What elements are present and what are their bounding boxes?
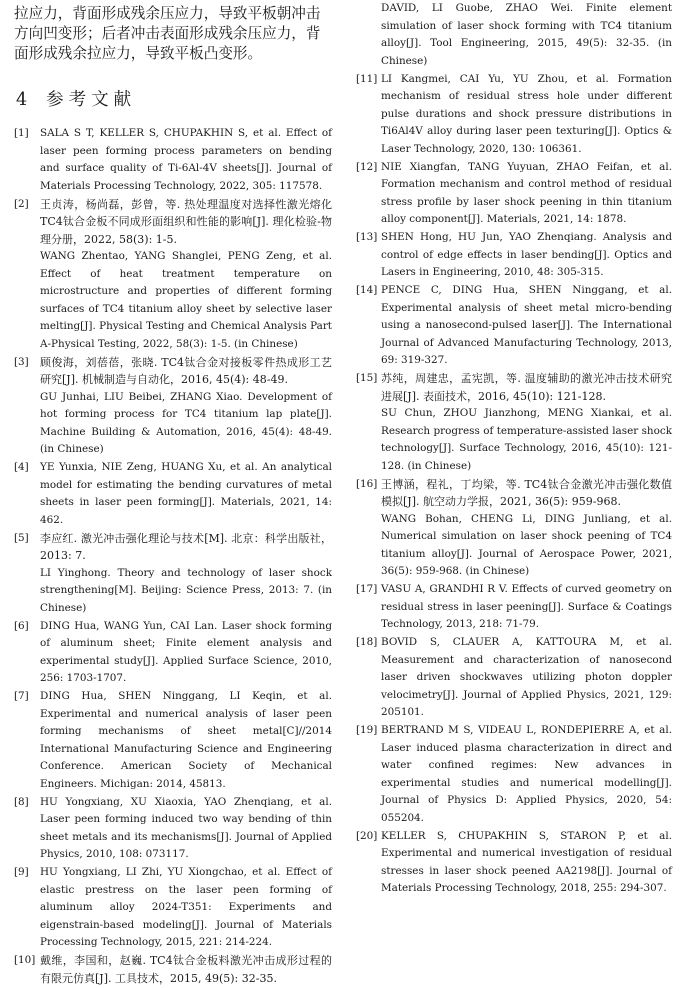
reference-item <box>14 688 332 793</box>
reference-text <box>40 952 332 987</box>
reference-number: [7] <box>14 690 29 702</box>
reference-item <box>14 125 332 195</box>
reference-line: VASU A, GRANDHI R V. Effects of curved geometry on residual stress in laser peening[J]. Surface & Coatings Technology, 2013, 218: 71-79. <box>381 583 672 630</box>
reference-number: [8] <box>14 795 29 808</box>
reference-text <box>40 864 332 952</box>
reference-text <box>40 618 332 688</box>
section-number: 4 <box>16 90 29 110</box>
reference-list-right <box>356 71 672 898</box>
reference-line: SHEN Hong, HU Jun, YAO Zhenqiang. Analysis and control of edge effects in laser bending[J]. Optics and Lasers in Engineering, 2010, 48: 305-315. <box>381 231 672 278</box>
reference-number: [6] <box>14 619 29 632</box>
reference-item <box>14 459 332 529</box>
reference-line: DING Hua, WANG Yun, CAI Lan. Laser shock forming of aluminum sheet; Finite element analysis and experimental study[J]. Applied Surface Science, 2010, 256: 1703-1707. <box>40 619 332 684</box>
reference-line: WANG Bohan, CHENG Li, DING Junliang, et al. Numerical simulation on laser shock peening of TC4 titanium alloy[J]. Journal of Aerospace Power, 2021, 36(5): 959-968. (in Chinese) <box>381 512 672 577</box>
reference-line: 苏纯，周建忠，孟宪凯，等. 温度辅助的激光冲击技术研究进展[J]. 表面技术，2016, 45(10): 121-128. <box>381 372 672 403</box>
reference-item <box>356 828 672 898</box>
reference-text <box>381 71 672 159</box>
reference-text <box>381 370 672 475</box>
reference-number: [5] <box>14 531 29 544</box>
reference-text <box>381 476 672 581</box>
reference-text <box>40 459 332 529</box>
reference-item <box>356 71 672 159</box>
reference-item <box>14 952 332 987</box>
intro-paragraph: 拉应力，背面形成残余压应力，导致平板朝冲击方向凹变形；后者冲击表面形成残余压应力，背面形成残余拉应力，导致平板凸变形。 <box>14 5 321 62</box>
left-column <box>14 0 332 988</box>
reference-line: YE Yunxia, NIE Zeng, HUANG Xu, et al. An analytical model for estimating the bending curvatures of metal sheets in laser peen forming[J]. Materials, 2021, 14: 462. <box>40 461 332 526</box>
reference-text <box>40 688 332 793</box>
reference-number: [16] <box>356 477 378 490</box>
reference-number: [12] <box>356 160 378 173</box>
reference-item <box>356 229 672 282</box>
reference-list-left <box>14 125 332 987</box>
reference-line: GU Junhai, LIU Beibei, ZHANG Xiao. Development of hot forming process for TC4 titanium lap plate[J]. Machine Building & Automation, 2016, 45(4): 48-49. (in Chinese) <box>40 390 332 455</box>
reference-line: NIE Xiangfan, TANG Yuyuan, ZHAO Feifan, et al. Formation mechanism and control method of residual stress profile by laser shock peening in thin titanium alloy component[J]. Materials, 2021, 14: 1878. <box>381 160 672 225</box>
reference-line: BERTRAND M S, VIDEAU L, RONDEPIERRE A, et al. Laser induced plasma characterization in direct and water confined regimes: New advances in experimental studies and numerical modelling[J]. Journal of Physics D: Applied Physics, 2020, 54: 055204. <box>381 724 672 824</box>
reference-line: HU Yongxiang, XU Xiaoxia, YAO Zhenqiang, et al. Laser peen forming induced two way bending of thin sheet metals and its mechanisms[J]. Journal of Applied Physics, 2010, 108: 073117. <box>40 795 332 860</box>
reference-item <box>14 196 332 354</box>
reference-text <box>381 282 672 370</box>
reference-number: [3] <box>14 355 29 368</box>
reference-number: [17] <box>356 583 378 595</box>
reference-line: 戴维，李国和，赵巍. TC4钛合金板料激光冲击成形过程的有限元仿真[J]. 工具技术，2015, 49(5): 32-35. <box>40 954 332 985</box>
reference-item <box>356 0 672 70</box>
reference-line: HU Yongxiang, LI Zhi, YU Xiongchao, et al. Effect of elastic prestress on the laser peen forming of aluminum alloy 2024-T351: Experiments and eigenstrain-based modeling[J]. Journal of Materials Processing Technology, 2015, 221: 214-224. <box>40 866 332 948</box>
reference-text <box>40 794 332 864</box>
reference-number: [20] <box>356 829 378 842</box>
reference-number: [9] <box>14 866 29 878</box>
reference-item <box>14 618 332 688</box>
reference-text <box>381 159 672 229</box>
reference-number: [15] <box>356 372 378 384</box>
reference-line: BOVID S, CLAUER A, KATTOURA M, et al. Measurement and characterization of nanosecond laser driven shockwaves utilizing photon doppler velocimetry[J]. Journal of Applied Physics, 2021, 129: 205101. <box>381 636 672 718</box>
reference-item <box>14 864 332 952</box>
reference-line: SALA S T, KELLER S, CHUPAKHIN S, et al. Effect of laser peen forming process parameters on bending and surface quality of Ti-6Al-4V sheets[J]. Journal of Materials Processing Technology, 2022, 305: 117578. <box>40 127 332 192</box>
reference-line: SU Chun, ZHOU Jianzhong, MENG Xiankai, et al. Research progress of temperature-assisted laser shock technology[J]. Surface Technology, 2016, 45(10): 121-128. (in Chinese) <box>381 407 672 472</box>
reference-number: [18] <box>356 636 378 648</box>
reference-item <box>14 354 332 459</box>
reference-number: [13] <box>356 231 378 243</box>
reference-line: 王博涵，程礼，丁均梁，等. TC4钛合金激光冲击强化数值模拟[J]. 航空动力学报，2021, 36(5): 959-968. <box>381 477 672 508</box>
reference-continuation: DAVID, LI Guobe, ZHAO Wei. Finite element simulation of laser shock forming with TC4 titanium alloy[J]. Tool Engineering, 2015, 49(5): 32-35. (in Chinese) <box>381 2 672 67</box>
reference-text <box>381 581 672 634</box>
reference-item <box>356 370 672 475</box>
reference-line: DING Hua, SHEN Ninggang, LI Keqin, et al. Experimental and numerical analysis of laser peen forming mechanisms of sheet metal[C]//2014 International Manufacturing Science and Engineering Conference. American Society of Mechanical Engineers. Michigan: 2014, 45813. <box>40 690 332 790</box>
reference-line: LI Yinghong. Theory and technology of laser shock strengthening[M]. Beijing: Science Press, 2013: 7. (in Chinese) <box>40 566 332 614</box>
reference-line: 王贞涛，杨尚磊，彭曾，等. 热处理温度对选择性激光熔化TC4钛合金板不同成形面组织和性能的影响[J]. 理化检验-物理分册，2022, 58(3): 1-5. <box>40 197 332 246</box>
reference-item <box>356 634 672 722</box>
section-heading <box>16 86 332 111</box>
section-title: 参考文献 <box>46 90 137 110</box>
reference-text <box>381 828 672 898</box>
reference-line: 顾俊海，刘蓓蓓，张晓. TC4钛合金对接板零件热成形工艺研究[J]. 机械制造与自动化，2016, 45(4): 48-49. <box>40 355 332 386</box>
reference-line: WANG Zhentao, YANG Shanglei, PENG Zeng, et al. Effect of heat treatment temperature on microstructure and properties of different forming surfaces of TC4 titanium alloy sheet by selective laser melting[J]. Physical Testing and Chemical Analysis Part A-Physical Testing, 2022, 58(3): 1-5. (in Chinese) <box>40 250 332 350</box>
reference-number: [11] <box>356 72 378 85</box>
reference-text <box>381 229 672 282</box>
reference-line: KELLER S, CHUPAKHIN S, STARON P, et al. Experimental and numerical investigation of residual stresses in laser shock peened AA2198[J]. Journal of Materials Processing Technology, 2018, 255: 294-307. <box>381 829 672 894</box>
reference-line: LI Kangmei, CAI Yu, YU Zhou, et al. Formation mechanism of residual stress hole under different pulse durations and shock pressure distributions in Ti6Al4V alloy during laser peen texturing[J]. Optics & Laser Technology, 2020, 130: 106361. <box>381 72 672 155</box>
reference-text <box>381 722 672 827</box>
right-column <box>356 0 672 898</box>
reference-number: [10] <box>14 954 36 966</box>
reference-item <box>356 722 672 827</box>
reference-number: [1] <box>14 127 29 139</box>
reference-item <box>356 282 672 370</box>
reference-number: [14] <box>356 284 378 296</box>
reference-number: [2] <box>14 197 29 210</box>
reference-text <box>40 354 332 459</box>
reference-line: PENCE C, DING Hua, SHEN Ninggang, et al. Experimental analysis of sheet metal micro-bending using a nanosecond-pulsed laser[J]. The International Journal of Advanced Manufacturing Technology, 2013, 69: 319-327. <box>381 284 672 366</box>
reference-line: 李应红. 激光冲击强化理论与技术[M]. 北京：科学出版社，2013: 7. <box>40 531 332 562</box>
reference-item <box>356 581 672 634</box>
reference-item <box>356 476 672 581</box>
reference-text <box>40 530 332 618</box>
reference-item <box>14 794 332 864</box>
reference-item <box>356 159 672 229</box>
reference-text <box>40 125 332 195</box>
reference-number: [4] <box>14 461 29 473</box>
reference-text <box>40 196 332 354</box>
reference-number: [19] <box>356 724 378 736</box>
reference-text <box>381 634 672 722</box>
reference-item <box>14 530 332 618</box>
